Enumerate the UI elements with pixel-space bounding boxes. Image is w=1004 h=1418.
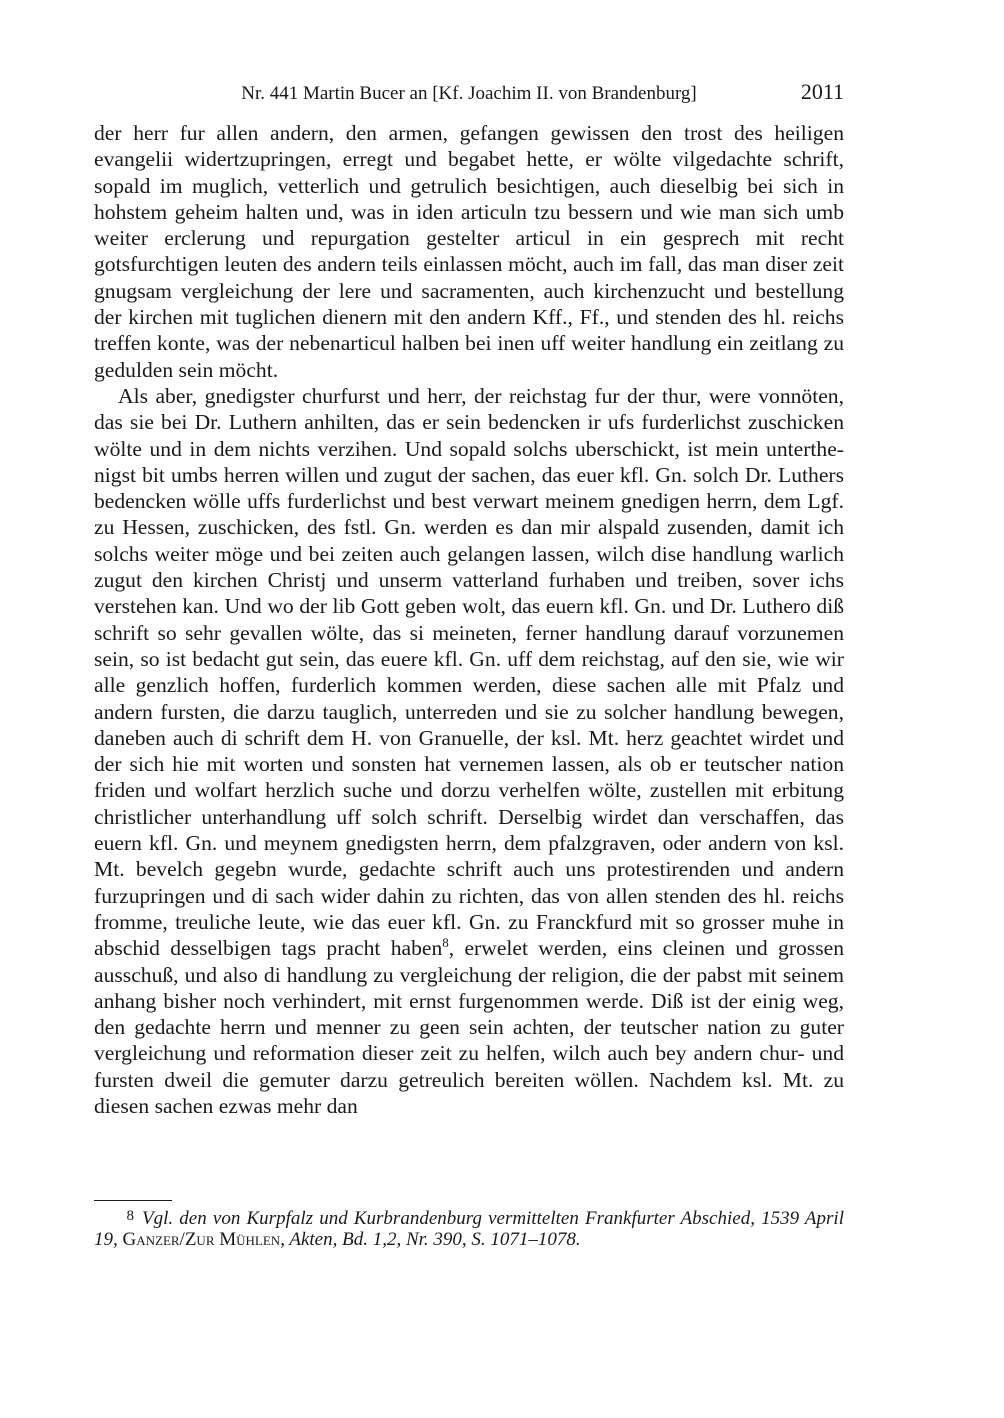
page-number: 2011 — [800, 79, 844, 104]
page-header — [94, 80, 844, 108]
footnote — [94, 1206, 844, 1250]
footnote-number: 8 — [126, 1208, 134, 1224]
footnote-reference[interactable]: 8 — [442, 935, 449, 951]
paragraph-2-part-2: , erwelet werden, eins cleinen und grossen ausschuß, und also di handlung zu vergleichung der religion, die der pabst mit seinem anhang bisher noch verhindert, mit ernst furgenommen werde. Diß ist der einig weg, den gedachte herrn und menner zu geen sein achten, der teutscher nation zu guter vergleichung und reformation dieser zeit zu helfen, wilch auch bey andern chur- und fursten dweil die gemuter darzu getreulich bereiten wöllen. Nachdem ksl. Mt. zu diesen sachen ezwas mehr dan — [94, 936, 844, 1118]
paragraph-2-part-1: Als aber, gnedigster churfurst und herr, der reichstag fur der thur, were vonnöten, das sie bei Dr. Luthern anhilten, das er sein bedencken ir ufs furderlichst zuschicken wölte und in dem nichts verzihen. Und sopald solchs uberschickt, ist mein unterthenigst bit umbs herren willen und zugut der sachen, das euer kfl. Gn. solch Dr. Luthers bedencken wölle uffs furderlichst und best verwart meinem gnedigen herrn, dem Lgf. zu Hessen, zuschicken, des fstl. Gn. werden es dan mir alspald zusenden, damit ich solchs weiter möge und bei zeiten auch gelangen lassen, wilch dise handlung warlich zugut den kirchen Christj und unserm vatterland furhaben und treiben, sover ichs verstehen kan. Und wo der lib Gott geben wolt, das euern kfl. Gn. und Dr. Luthero diß schrift so sehr gevallen wölte, das si meineten, ferner handlung darauf vorzunemen sein, so ist bedacht gut sein, das euere kfl. Gn. uff dem reichstag, auf den sie, wie wir alle genzlich hoffen, furderlich kommen werden, diese sachen alle mit Pfalz und andern fursten, die darzu tauglich, unterreden und sie zu solcher handlung bewegen, daneben auch di schrift dem H. von Granuelle, der ksl. Mt. herz geachtet wirdet und der sich hie mit worten und sonsten hat vernemen lassen, als ob er teutscher nation friden und wolfart herzlich suche und dorzu verhelfen wölte, zustellen mit erbitung christlicher unterhandlung uff solch schrift. Derselbig wirdet dan verschaffen, das euern kfl. Gn. und meynem gnedigsten herrn, dem pfalzgraven, oder andern von ksl. Mt. bevelch gegebn wurde, gedachte schrift auch uns protestirenden und andern furzupringen und di sach wider dahin zu richten, das von allen stenden des hl. reichs fromme, treuliche leute, wie das euer kfl. Gn. zu Franckfurd mit so grosser muhe in abschid desselbigen tags pracht haben — [94, 383, 844, 961]
paragraph-1: der herr fur allen andern, den armen, gefangen gewissen den trost des heiligen evangelii widertzupringen, erregt und begabet hette, er wölte vilgedachte schrift, sopald im muglich, vetterlich und getrulich besichtigen, auch dieselbig bei sich in hohstem geheim halten und, was in iden articuln tzu bessern und wie man sich umb weiter erclerung und repurgation gestelter articul in ein gesprech mit recht gotsfurchtigen leuten des andern teils einlassen möcht, auch im fall, das man diser zeit gnugsam vergleichung der lere und sacramenten, auch kirchenzucht und bestellung der kirchen mit tuglichen dienern mit den andern Kff., Ff., und stenden des hl. reichs treffen konte, was der nebenarticul halben bei inen uff weiter handlung ein zeitlang zu gedulden sein möcht. — [94, 121, 844, 382]
footnote-authors: Ganzer/Zur Mühlen — [122, 1229, 281, 1250]
paragraph-2 — [94, 383, 844, 1119]
footnote-text-b: , Akten, Bd. 1,2, Nr. 390, S. 1071–1078. — [280, 1229, 581, 1250]
running-title: Nr. 441 Martin Bucer an [Kf. Joachim II. von Brandenburg] — [241, 83, 697, 104]
footnote-text-a: Vgl. den von Kurpfalz und Kurbrandenburg vermittelten Frankfurter Abschied, 1539 April 19, — [94, 1208, 844, 1250]
footnote-divider — [94, 1200, 172, 1201]
body-text — [94, 120, 844, 1119]
